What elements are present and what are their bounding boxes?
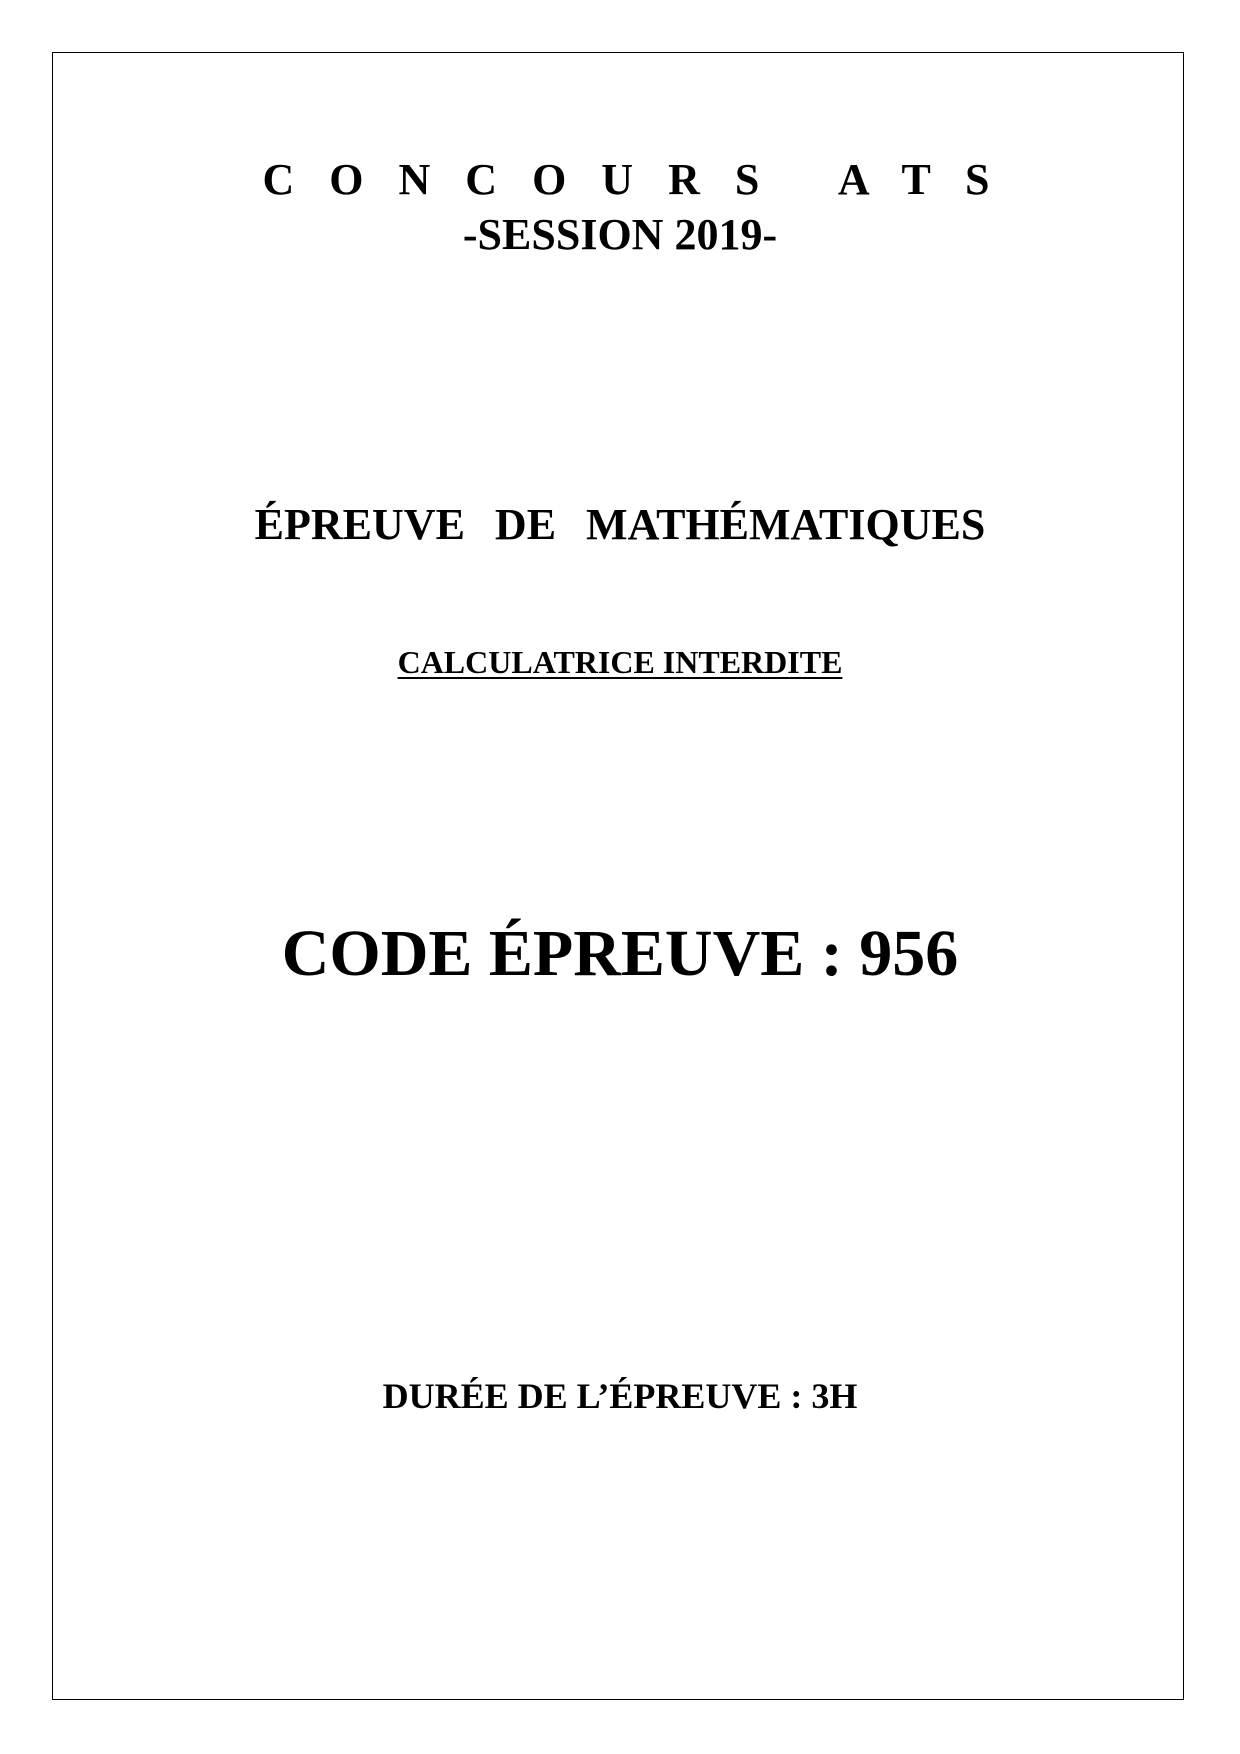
exam-subject: ÉPREUVE DE MATHÉMATIQUES [254, 500, 986, 549]
calculator-notice: CALCULATRICE INTERDITE [397, 644, 843, 680]
page-border [52, 52, 1184, 1700]
contest-title: C O N C O U R S A T S [262, 155, 1002, 204]
exam-duration: DURÉE DE L’ÉPREUVE : 3H [382, 1376, 858, 1416]
session-year: -SESSION 2019- [462, 210, 778, 259]
exam-code: CODE ÉPREUVE : 956 [281, 917, 959, 990]
